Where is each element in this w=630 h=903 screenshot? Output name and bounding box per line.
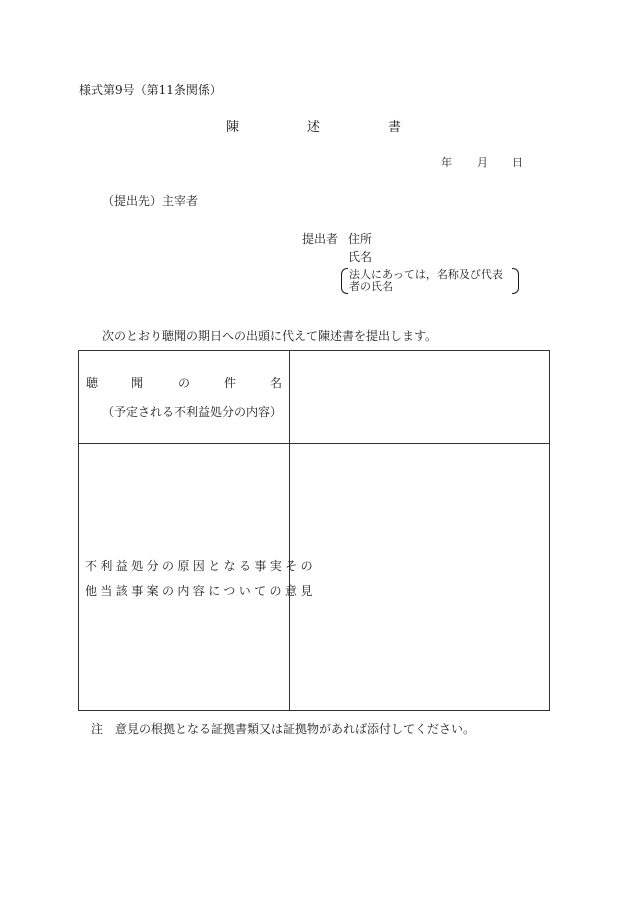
- hearing-label-char: 聴: [86, 376, 99, 390]
- date-month-label: 月: [477, 156, 488, 169]
- hearing-name-field[interactable]: [290, 351, 550, 443]
- title-char: 書: [388, 120, 402, 135]
- date-year-label: 年: [441, 156, 452, 169]
- right-bracket: [512, 268, 519, 294]
- title-char: 述: [307, 120, 321, 135]
- address-label: 住所: [348, 232, 373, 246]
- hearing-sublabel: （予定される不利益処分の内容）: [102, 405, 283, 419]
- addressee: （提出先）主宰者: [102, 194, 199, 208]
- corporation-note: [341, 268, 519, 294]
- opinion-field[interactable]: [290, 444, 550, 710]
- left-bracket: [341, 268, 348, 294]
- hearing-label-char: 名: [270, 376, 283, 390]
- date-day-label: 日: [512, 156, 523, 169]
- hearing-label-char: の: [178, 376, 191, 390]
- submitter-label: 提出者: [302, 232, 339, 246]
- date-line: [0, 157, 630, 169]
- opinion-label-line: 他当該事案の内容についての意見: [85, 584, 316, 598]
- opinion-label-line: 不利益処分の原因となる事実その: [85, 559, 317, 573]
- title-char: 陳: [226, 120, 240, 135]
- hearing-label-char: 聞: [131, 376, 144, 390]
- hearing-label-char: 件: [224, 376, 237, 390]
- intro-text: 次のとおり聴聞の期日への出頭に代えて陳述書を提出します。: [102, 329, 438, 343]
- hearing-name-label: [86, 377, 281, 391]
- footnote: 注 意見の根拠となる証拠書類又は証拠物があれば添付してください。: [91, 722, 476, 736]
- name-label: 氏名: [348, 250, 373, 264]
- form-number: 様式第9号（第11条関係）: [79, 83, 222, 97]
- corporation-note-line: 法人にあっては，名称及び代表: [349, 268, 503, 281]
- corporation-note-line: 者の氏名: [349, 280, 393, 293]
- document-title: [0, 121, 630, 135]
